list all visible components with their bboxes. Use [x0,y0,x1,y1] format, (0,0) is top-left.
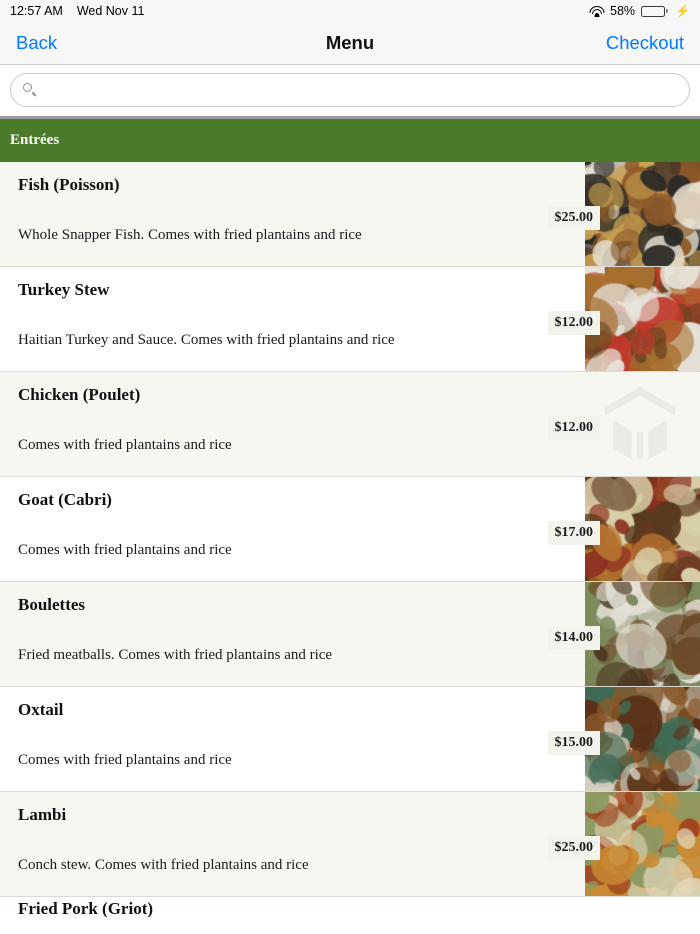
status-bar-right [589,4,690,18]
menu-item-price: $25.00 [548,206,601,230]
battery-percent-label: 58% [610,4,636,18]
section-header-entrees: Entrées [0,119,700,162]
page-title: Menu [325,32,375,53]
menu-item-photo [585,687,700,792]
menu-item-price: $12.00 [548,311,601,335]
menu-item-photo [585,792,700,897]
menu-item-name: Turkey Stew [18,280,110,299]
menu-row[interactable] [0,162,700,267]
menu-row[interactable] [0,582,700,687]
menu-item-description: Haitian Turkey and Sauce. Comes with fried plantains and rice [18,332,395,348]
status-date: Wed Nov 11 [76,4,145,18]
photo-placeholder-icon [598,382,682,466]
menu-item-text [0,267,560,349]
lightning-bolt-icon: ⚡ [675,4,690,18]
menu-item-description: Conch stew. Comes with fried plantains and rice [18,857,309,873]
status-bar [0,0,700,22]
menu-item-name: Goat (Cabri) [18,490,112,509]
menu-item-price: $25.00 [548,836,601,860]
status-time: 12:57 AM [10,4,63,18]
menu-item-text [0,162,560,244]
menu-item-name: Boulettes [18,595,86,614]
menu-item-description: Comes with fried plantains and rice [18,437,232,453]
menu-item-text [0,372,560,454]
menu-item-name: Lambi [18,805,67,824]
checkout-button[interactable]: Checkout [605,32,684,53]
menu-item-price: $17.00 [548,521,601,545]
search-bar-container [0,65,700,119]
search-box[interactable] [10,73,690,107]
menu-list [0,162,700,897]
menu-item-price: $15.00 [548,731,601,755]
status-bar-left [10,4,144,18]
menu-item-price: $14.00 [548,626,601,650]
menu-item-photo [585,582,700,687]
menu-item-text [0,477,560,559]
menu-item-text [0,582,560,664]
menu-item-description: Whole Snapper Fish. Comes with fried plantains and rice [18,227,362,243]
menu-item-photo [585,267,700,372]
menu-item-name: Chicken (Poulet) [18,385,141,404]
menu-row[interactable] [0,687,700,792]
menu-item-description: Comes with fried plantains and rice [18,752,232,768]
search-input[interactable] [45,81,677,100]
wifi-icon [589,6,604,17]
search-icon [23,83,37,97]
menu-item-text [0,687,560,769]
menu-row[interactable] [0,267,700,372]
menu-item-name: Fried Pork (Griot) [18,899,154,917]
menu-item-description: Comes with fried plantains and rice [18,542,232,558]
menu-row[interactable] [0,372,700,477]
back-button[interactable]: Back [16,32,58,53]
menu-item-name: Fish (Poisson) [18,175,120,194]
menu-item-price: $12.00 [548,416,601,440]
menu-row[interactable] [0,792,700,897]
menu-item-photo [585,162,700,267]
menu-row-partial[interactable] [0,897,700,917]
menu-item-description: Fried meatballs. Comes with fried plantains and rice [18,647,333,663]
menu-item-photo [585,477,700,582]
battery-icon [641,6,668,17]
menu-item-name: Oxtail [18,700,64,719]
menu-row[interactable] [0,477,700,582]
nav-bar [0,22,700,65]
menu-item-text [0,792,560,874]
